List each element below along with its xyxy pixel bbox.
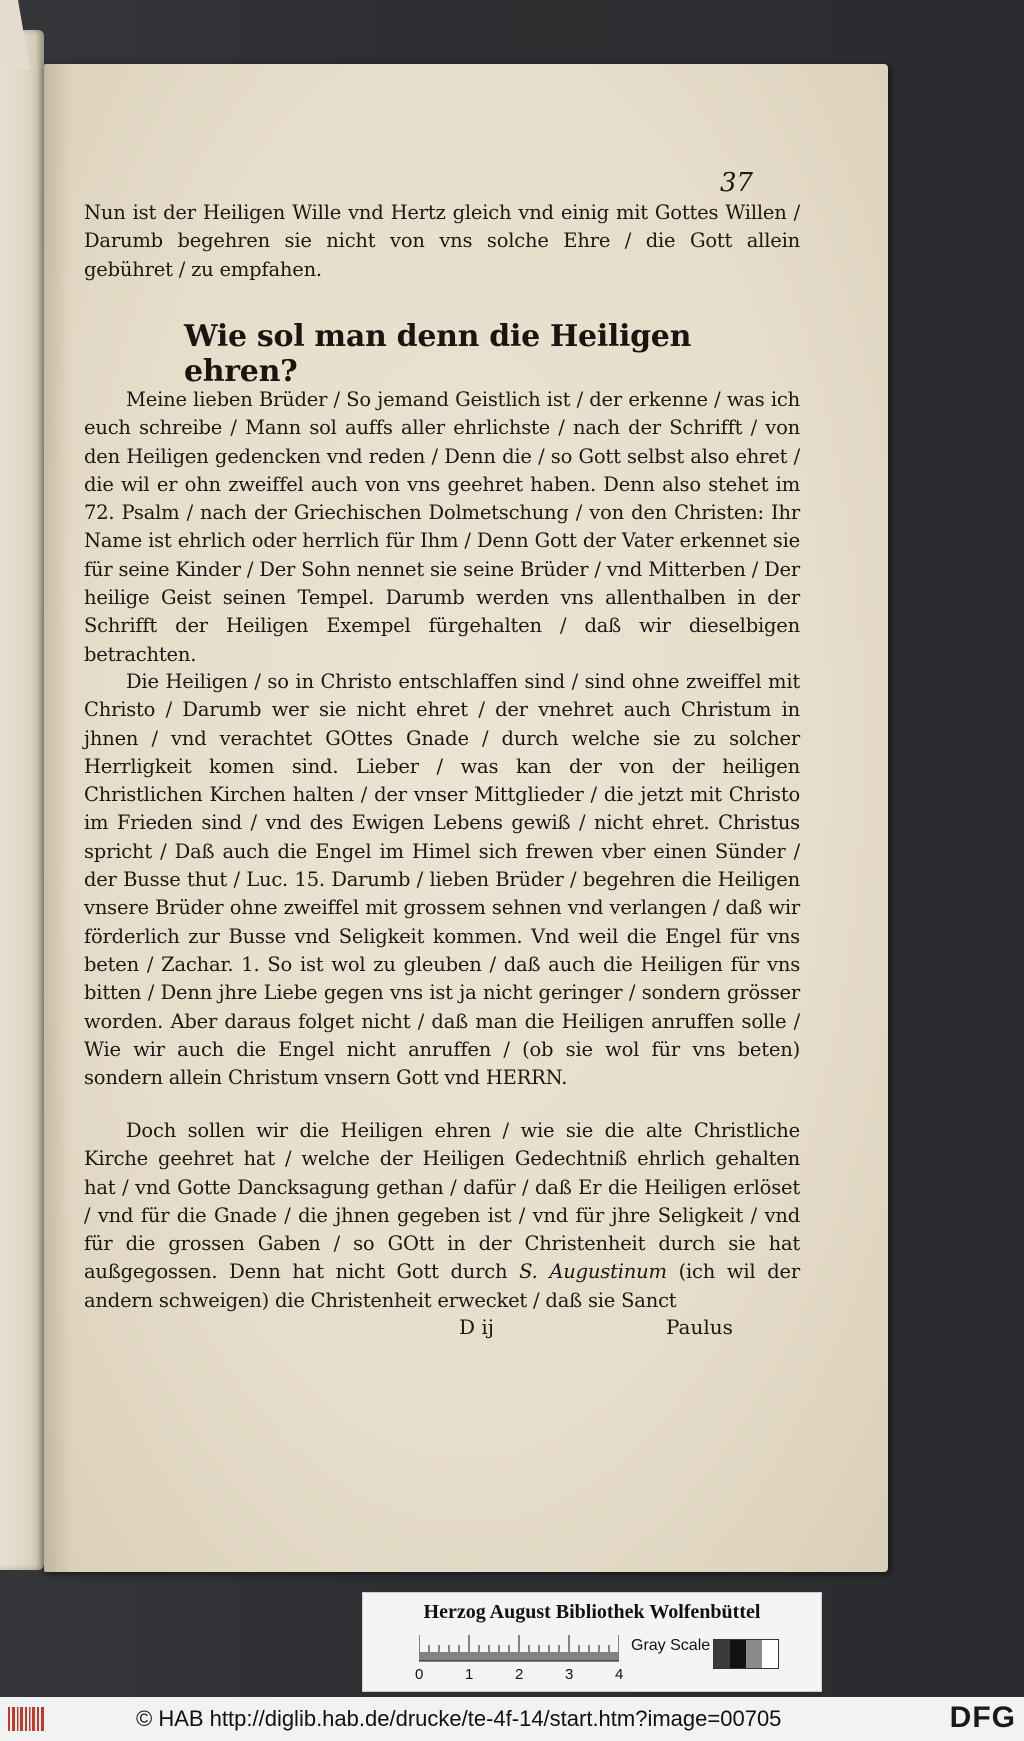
ruler-number: 3 xyxy=(565,1666,574,1683)
grayscale-patches xyxy=(713,1639,779,1669)
previous-leaf-edge xyxy=(0,30,44,1570)
section-heading: Wie sol man denn die Heiligen ehren? xyxy=(184,319,692,389)
body-paragraph-1: Meine lieben Brüder / So jemand Geistlich ist / der erkenne / was ich euch schreibe / Mann sol auffs aller ehrlichste / nach der Schrifft / von den Heiligen gedencken vnd reden / Denn die / so Gott selbst also ehret / die wil er ohn zweiffel auch von vns geehret haben. Denn also stehet im 72. Psalm / nach der Griechischen Dolmetschung / von den Christen: Ihr Name ist ehrlich oder herrlich für Ihm / Denn Gott der Vater erkennet sie für seine Kinder / Der Sohn nennet sie seine Brüder / vnd Mitterben / Der heilige Geist seinen Tempel. Darumb werden vns allenthalben in der Schrifft der Heiligen Exempel fürgehalten / daß wir dieselbigen betrachten. xyxy=(84,388,800,666)
card-title: Herzog August Bibliothek Wolfenbüttel xyxy=(423,1601,761,1623)
dfg-logo: DFG xyxy=(949,1701,1016,1734)
ruler-number: 0 xyxy=(415,1666,424,1683)
color-reference-card xyxy=(362,1592,822,1692)
body-paragraph-3 xyxy=(84,1117,800,1315)
paragraph-3-latin-name: S. Augustinum xyxy=(519,1260,667,1284)
catchword: Paulus xyxy=(666,1315,733,1339)
ruler-icon xyxy=(419,1633,619,1663)
signature-mark: D ij xyxy=(459,1315,494,1339)
paragraph-3-text-a: Doch sollen wir die Heiligen ehren / wie sie die alte Christliche Kirche geehret hat / welche der Heiligen Gedechtniß ehrlich gehalten hat / vnd Gotte Dancksagung gethan / dafür / daß Er die Heiligen erlöset / vnd für die Gnade / die jhnen gegeben ist / vnd für jhre Seligkeit / vnd für die grossen Gaben / so GOtt in der Christenheit durch sie hat außgegossen. Denn hat nicht Gott durch xyxy=(84,1119,800,1284)
intro-paragraph: Nun ist der Heiligen Wille vnd Hertz gleich vnd einig mit Gottes Willen / Darumb begehren sie nicht von vns solche Ehre / die Gott allein gebühret / zu empfahen. xyxy=(84,201,800,281)
ruler-number: 4 xyxy=(615,1666,624,1683)
hab-barcode-logo-icon xyxy=(6,1704,48,1734)
grayscale-patch xyxy=(730,1640,746,1668)
book-page xyxy=(44,64,888,1572)
grayscale-patch xyxy=(762,1640,778,1668)
body-paragraph-2: Die Heiligen / so in Christo entschlaffen sind / sind ohne zweiffel mit Christo / Darumb wer sie nicht ehret / der vnehret auch Christum in jhnen / vnd verachtet GOttes Gnade / durch welche sie zu solcher Herrligkeit komen sind. Lieber / was kan der von der heiligen Christlichen Kirchen halten / der vnser Mittglieder / die jetzt mit Christo im Frieden sind / vnd des Ewigen Lebens gewiß / nicht ehret. Christus spricht / Daß auch die Engel im Himel sich frewen vber einen Sünder / der Busse thut / Luc. 15. Darumb / lieben Brüder / begehren die Heiligen vnsere Brüder ohne zweiffel mit grossem sehnen vnd verlangen / daß wir förderlich zur Busse vnd Seligkeit kommen. Vnd weil die Engel für vns beten / Zachar. 1. So ist wol zu gleuben / daß auch die Heiligen für vns bitten / Denn jhre Liebe gegen vns ist ja nicht geringer / sondern grösser worden. Aber daraus folget nicht / daß man die Heiligen anruffen solle / Wie wir auch die Engel nicht anruffen / (ob sie wol für vns beten) sondern allein Christum vnsern Gott vnd HERRN. xyxy=(84,670,800,1090)
footer-bar xyxy=(0,1697,1024,1741)
copyright-url: © HAB http://diglib.hab.de/drucke/te-4f-14/start.htm?image=00705 xyxy=(136,1706,782,1731)
grayscale-patch xyxy=(746,1640,762,1668)
ruler-number: 1 xyxy=(465,1666,474,1683)
grayscale-label: Gray Scale xyxy=(631,1637,711,1654)
paragraph-3-text-b: (ich wil der andern schweigen) die Christenheit erwecket / daß sie Sanct xyxy=(84,1260,800,1312)
ruler-number: 2 xyxy=(515,1666,524,1683)
page-number: 37 xyxy=(720,168,754,198)
grayscale-patch xyxy=(714,1640,730,1668)
